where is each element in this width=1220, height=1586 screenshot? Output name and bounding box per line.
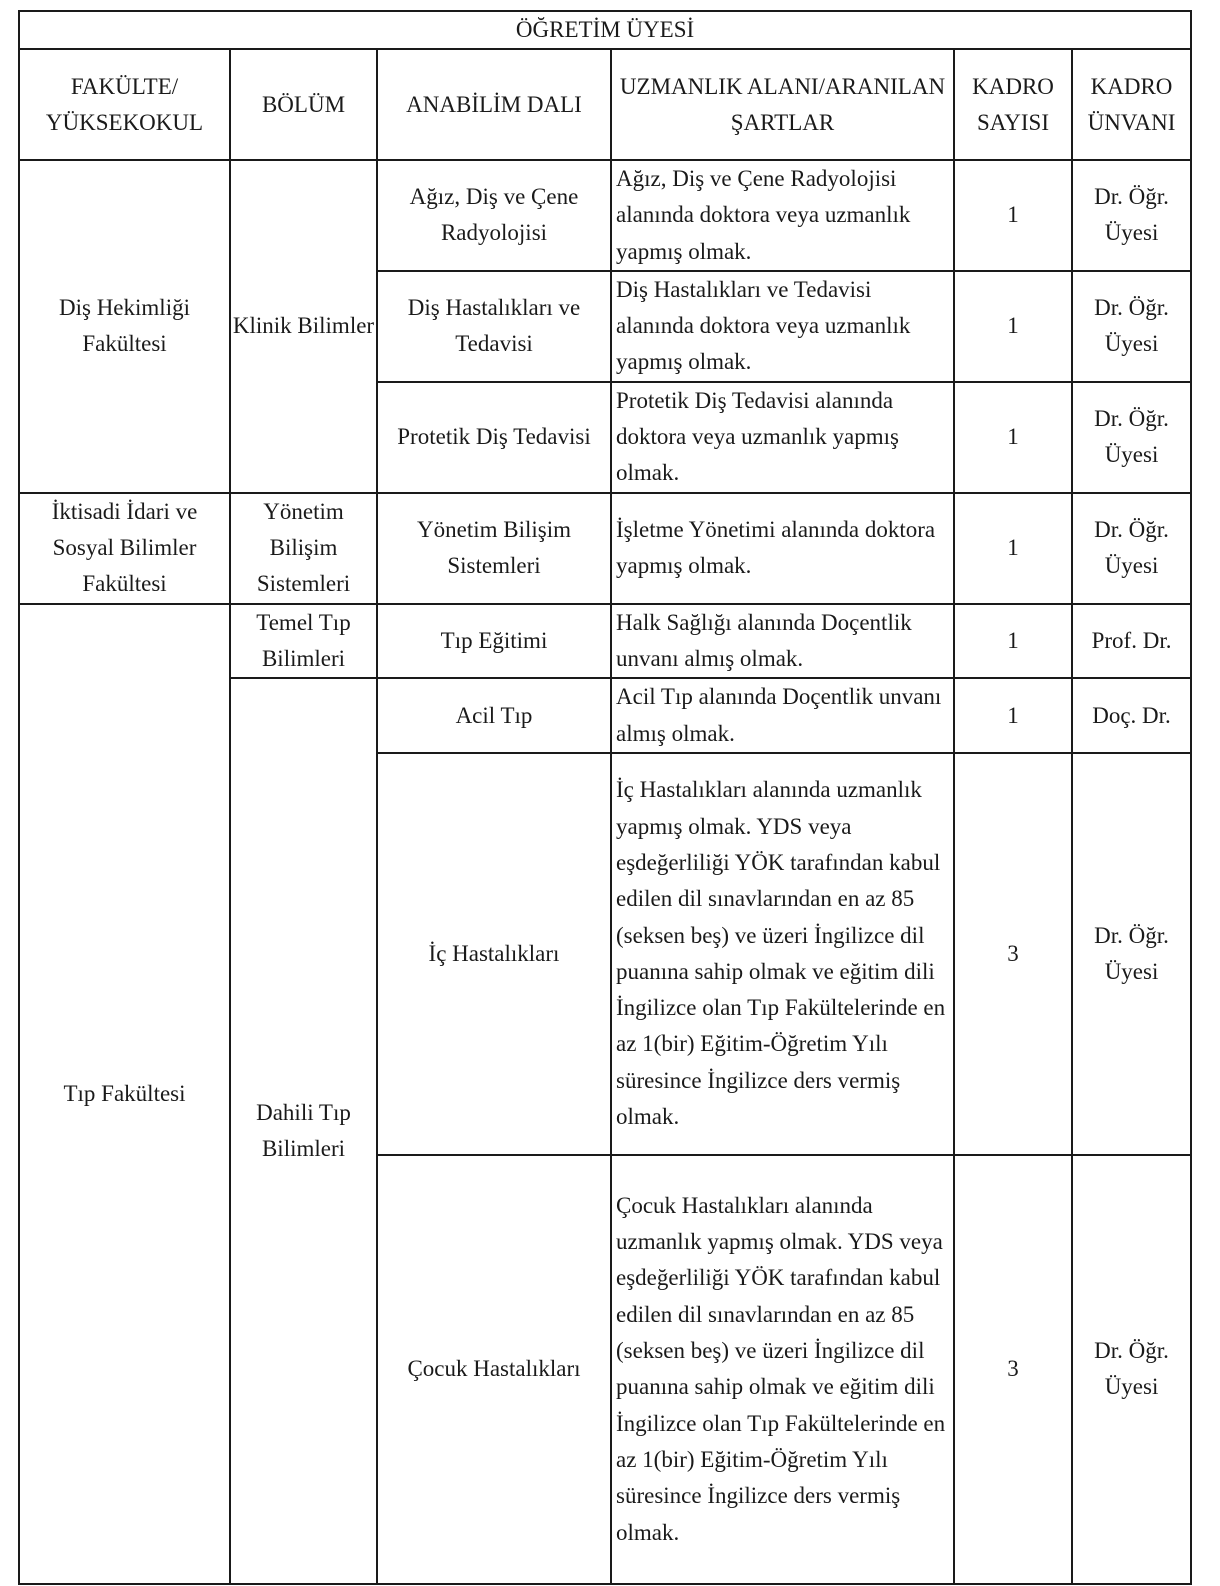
requirements-cell: Çocuk Hastalıkları alanında uzmanlık yapmış olmak. YDS veya eşdeğerliliği YÖK tarafından kabul edilen dil sınavlarından en az 85 (seksen beş) ve üzeri İngilizce dil puanına sahip olmak ve eğitim dili İngilizce olan Tıp Fakültelerinde en az 1(bir) Eğitim-Öğretim Yılı süresince İngilizce ders vermiş olmak. — [611, 1155, 954, 1584]
division-cell: Yönetim Bilişim Sistemleri — [377, 493, 611, 604]
title-cell: Dr. Öğr. Üyesi — [1072, 1155, 1191, 1584]
header-position-title: KADRO ÜNVANI — [1072, 49, 1191, 160]
count-cell: 3 — [954, 753, 1072, 1155]
division-cell: Protetik Diş Tedavisi — [377, 382, 611, 493]
division-cell: Çocuk Hastalıkları — [377, 1155, 611, 1584]
header-position-count: KADRO SAYISI — [954, 49, 1072, 160]
requirements-cell: İç Hastalıkları alanında uzmanlık yapmış olmak. YDS veya eşdeğerliliği YÖK tarafından kabul edilen dil sınavlarından en az 85 (seksen beş) ve üzeri İngilizce dil puanına sahip olmak ve eğitim dili İngilizce olan Tıp Fakültelerinde en az 1(bir) Eğitim-Öğretim Yılı süresince İngilizce ders vermiş olmak. — [611, 753, 954, 1155]
count-cell: 1 — [954, 678, 1072, 753]
header-department: BÖLÜM — [230, 49, 377, 160]
count-cell: 1 — [954, 271, 1072, 382]
faculty-cell: Tıp Fakültesi — [19, 604, 230, 1584]
title-cell: Dr. Öğr. Üyesi — [1072, 753, 1191, 1155]
table-row — [19, 604, 1191, 679]
division-cell: Tıp Eğitimi — [377, 604, 611, 679]
department-cell: Dahili Tıp Bilimleri — [230, 678, 377, 1584]
requirements-cell: Protetik Diş Tedavisi alanında doktora veya uzmanlık yapmış olmak. — [611, 382, 954, 493]
faculty-cell: İktisadi İdari ve Sosyal Bilimler Fakültesi — [19, 493, 230, 604]
header-faculty: FAKÜLTE/ YÜKSEKOKUL — [19, 49, 230, 160]
count-cell: 1 — [954, 493, 1072, 604]
department-cell: Temel Tıp Bilimleri — [230, 604, 377, 679]
faculty-cell: Diş Hekimliği Fakültesi — [19, 160, 230, 493]
count-cell: 1 — [954, 382, 1072, 493]
title-cell: Dr. Öğr. Üyesi — [1072, 382, 1191, 493]
department-cell: Klinik Bilimler — [230, 160, 377, 493]
title-cell: Dr. Öğr. Üyesi — [1072, 271, 1191, 382]
table-title: ÖĞRETİM ÜYESİ — [19, 11, 1191, 49]
division-cell: Acil Tıp — [377, 678, 611, 753]
count-cell: 1 — [954, 160, 1072, 271]
faculty-positions-table — [18, 10, 1192, 1585]
header-division: ANABİLİM DALI — [377, 49, 611, 160]
requirements-cell: Halk Sağlığı alanında Doçentlik unvanı almış olmak. — [611, 604, 954, 679]
department-cell: Yönetim Bilişim Sistemleri — [230, 493, 377, 604]
header-requirements: UZMANLIK ALANI/ARANILAN ŞARTLAR — [611, 49, 954, 160]
title-cell: Dr. Öğr. Üyesi — [1072, 160, 1191, 271]
division-cell: İç Hastalıkları — [377, 753, 611, 1155]
title-cell: Prof. Dr. — [1072, 604, 1191, 679]
count-cell: 1 — [954, 604, 1072, 679]
requirements-cell: İşletme Yönetimi alanında doktora yapmış olmak. — [611, 493, 954, 604]
count-cell: 3 — [954, 1155, 1072, 1584]
title-cell: Doç. Dr. — [1072, 678, 1191, 753]
table-row — [19, 160, 1191, 271]
division-cell: Ağız, Diş ve Çene Radyolojisi — [377, 160, 611, 271]
division-cell: Diş Hastalıkları ve Tedavisi — [377, 271, 611, 382]
title-cell: Dr. Öğr. Üyesi — [1072, 493, 1191, 604]
requirements-cell: Diş Hastalıkları ve Tedavisi alanında doktora veya uzmanlık yapmış olmak. — [611, 271, 954, 382]
requirements-cell: Ağız, Diş ve Çene Radyolojisi alanında doktora veya uzmanlık yapmış olmak. — [611, 160, 954, 271]
requirements-cell: Acil Tıp alanında Doçentlik unvanı almış olmak. — [611, 678, 954, 753]
table-row — [19, 493, 1191, 604]
